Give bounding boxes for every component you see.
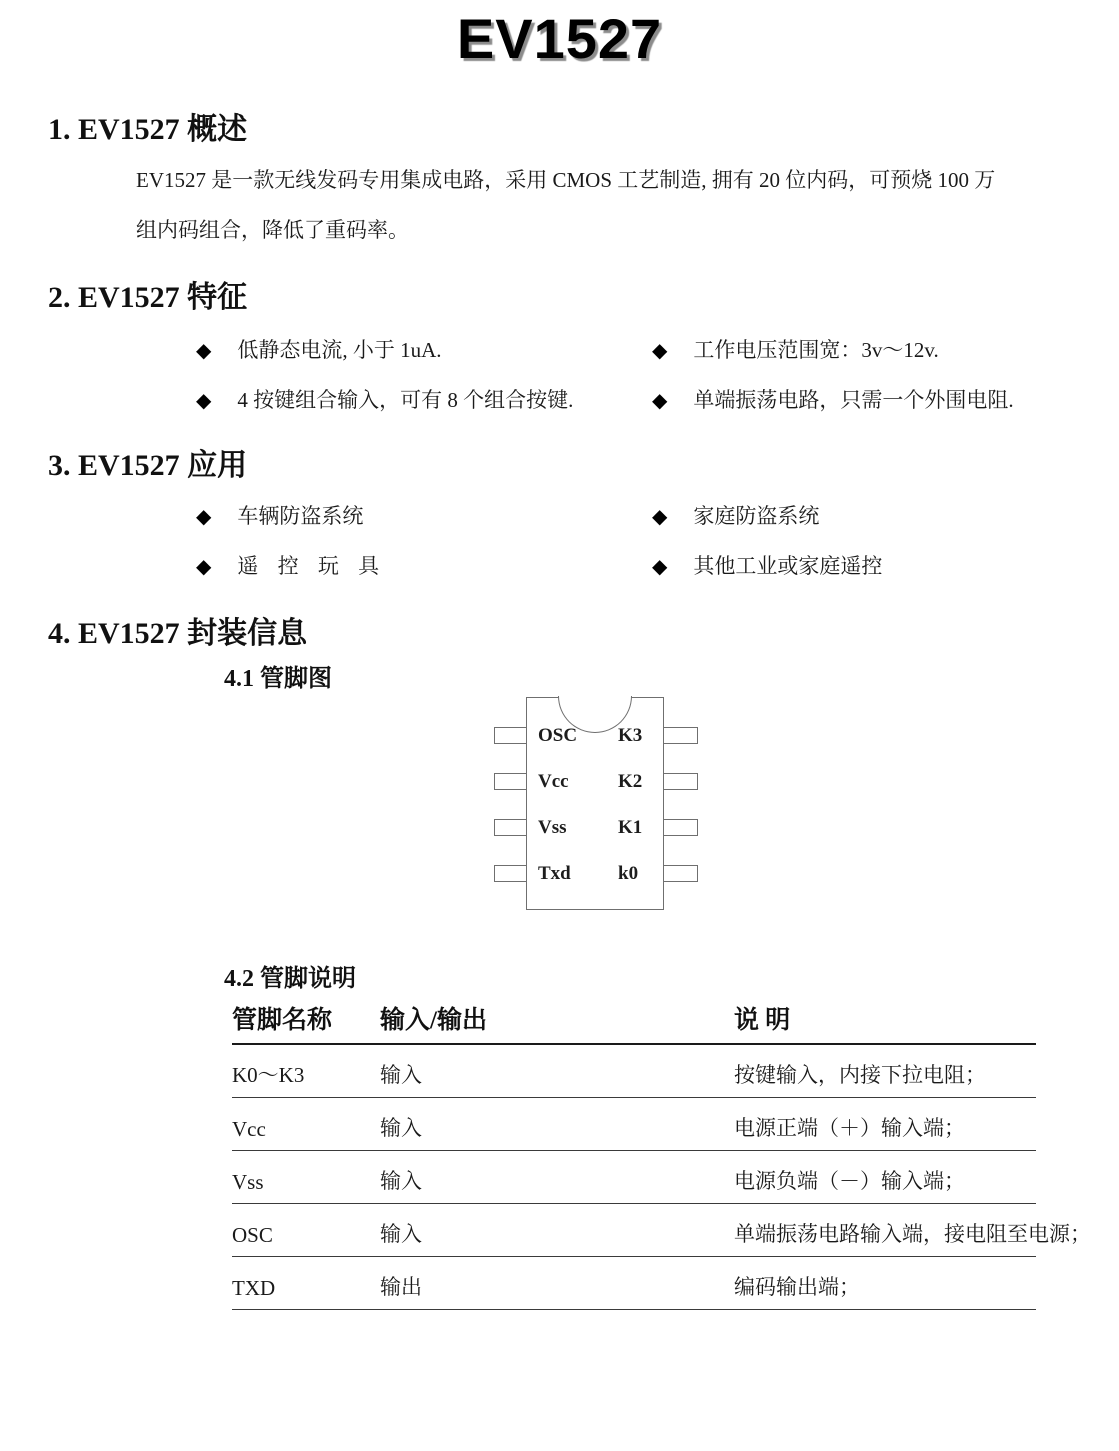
pin-stub-right-2 xyxy=(660,773,698,790)
application-item-label: 其他工业或家庭遥控 xyxy=(693,554,883,578)
cell-description: 按键输入，内接下拉电阻； xyxy=(628,1044,1036,1098)
feature-list-item xyxy=(652,334,939,364)
diamond-bullet-icon: ◆ xyxy=(652,506,668,528)
application-item-label: 家庭防盗系统 xyxy=(693,504,820,528)
cell-io: 输入 xyxy=(380,1098,628,1151)
pin-label-osc: OSC xyxy=(538,725,578,746)
table-row xyxy=(232,1204,1036,1257)
feature-list-item xyxy=(196,334,442,364)
subsection-heading-pin-description: 4.2 管脚说明 xyxy=(224,966,356,992)
column-header-description: 说 明 xyxy=(628,1000,1036,1044)
cell-pin-name: Vss xyxy=(232,1151,380,1204)
section-heading-features: 2. EV1527 特征 xyxy=(48,281,248,314)
column-header-pin-name: 管脚名称 xyxy=(232,1000,380,1044)
application-list-item xyxy=(652,550,882,580)
subsection-heading-pin-diagram: 4.1 管脚图 xyxy=(224,666,332,692)
diamond-bullet-icon: ◆ xyxy=(652,556,668,578)
diamond-bullet-icon: ◆ xyxy=(652,340,668,362)
cell-pin-name: TXD xyxy=(232,1257,380,1310)
table-row xyxy=(232,1044,1036,1098)
section-heading-overview: 1. EV1527 概述 xyxy=(48,113,248,146)
pin-label-k2: K2 xyxy=(618,771,643,792)
pin-stub-right-4 xyxy=(660,865,698,882)
overview-paragraph-line-2: 组内码组合，降低了重码率。 xyxy=(136,218,409,242)
document-title: EV1527 xyxy=(456,7,663,70)
diamond-bullet-icon: ◆ xyxy=(196,390,212,412)
section-heading-package-info: 4. EV1527 封装信息 xyxy=(48,617,308,650)
feature-item-label: 单端振荡电路，只需一个外围电阻. xyxy=(693,388,1014,412)
application-list-item xyxy=(196,550,386,580)
pin-label-k3: K3 xyxy=(618,725,643,746)
cell-description: 单端振荡电路输入端，接电阻至电源； xyxy=(628,1204,1036,1257)
section-heading-applications: 3. EV1527 应用 xyxy=(48,449,248,482)
cell-io: 输出 xyxy=(380,1257,628,1310)
cell-io: 输入 xyxy=(380,1204,628,1257)
cell-io: 输入 xyxy=(380,1044,628,1098)
pin-label-k1: K1 xyxy=(618,817,643,838)
cell-pin-name: K0～K3 xyxy=(232,1044,380,1098)
column-header-io: 输入/输出 xyxy=(380,1000,628,1044)
pin-label-txd: Txd xyxy=(538,863,571,884)
table-header-row xyxy=(232,1000,1036,1044)
cell-pin-name: Vcc xyxy=(232,1098,380,1151)
cell-description: 编码输出端； xyxy=(628,1257,1036,1310)
cell-description: 电源正端（＋）输入端； xyxy=(628,1098,1036,1151)
feature-item-label: 低静态电流, 小于 1uA. xyxy=(237,338,442,362)
diamond-bullet-icon: ◆ xyxy=(652,390,668,412)
pin-label-k0: k0 xyxy=(618,863,639,884)
diamond-bullet-icon: ◆ xyxy=(196,340,212,362)
pin-description-table xyxy=(232,1000,1091,1310)
table-row xyxy=(232,1151,1036,1204)
pin-stub-right-3 xyxy=(660,819,698,836)
pin-diagram-figure xyxy=(490,697,700,915)
application-list-item xyxy=(196,500,363,530)
pin-stub-right-1 xyxy=(660,727,698,744)
feature-item-label: 4 按键组合输入，可有 8 个组合按键. xyxy=(237,388,574,412)
pin-label-vcc: Vcc xyxy=(538,771,569,792)
feature-list-item xyxy=(652,384,1014,414)
application-item-label: 车辆防盗系统 xyxy=(237,504,364,528)
table-row xyxy=(232,1257,1036,1310)
application-item-label: 遥 控 玩 具 xyxy=(237,554,387,578)
table-row xyxy=(232,1098,1036,1151)
cell-description: 电源负端（－）输入端； xyxy=(628,1151,1036,1204)
diamond-bullet-icon: ◆ xyxy=(196,506,212,528)
diamond-bullet-icon: ◆ xyxy=(196,556,212,578)
feature-item-label: 工作电压范围宽：3v～12v. xyxy=(693,338,939,362)
overview-paragraph-line-1: EV1527 是一款无线发码专用集成电路，采用 CMOS 工艺制造, 拥有 20 位内码，可预烧 100 万 xyxy=(136,168,996,192)
cell-io: 输入 xyxy=(380,1151,628,1204)
feature-list-item xyxy=(196,384,573,414)
pin-label-vss: Vss xyxy=(538,817,567,838)
cell-pin-name: OSC xyxy=(232,1204,380,1257)
application-list-item xyxy=(652,500,819,530)
